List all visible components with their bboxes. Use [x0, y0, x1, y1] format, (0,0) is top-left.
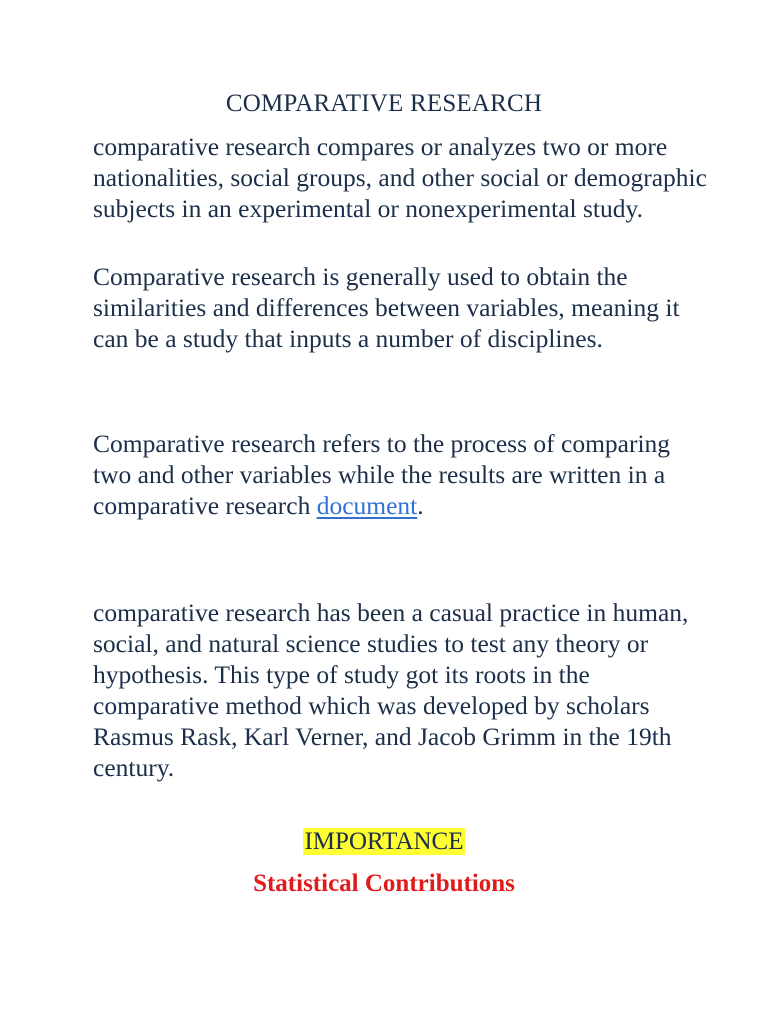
importance-heading: IMPORTANCE	[304, 828, 464, 855]
paragraph-definition: comparative research compares or analyzes two or more nationalities, social groups, and other social or demographic subjects in an experimental or nonexperimental study.	[93, 132, 707, 223]
paragraph-process-text: Comparative research refers to the process of comparing two and other variables while the results are written in a comparative research	[93, 429, 671, 520]
paragraph-process-end: .	[417, 491, 424, 520]
importance-heading-wrap	[0, 826, 768, 857]
paragraph-process	[93, 428, 713, 521]
paragraph-usage: Comparative research is generally used to obtain the similarities and differences between variables, meaning it can be a study that inputs a number of disciplines.	[93, 262, 680, 353]
paragraph-history: comparative research has been a casual practice in human, social, and natural science studies to test any theory or hypothesis. This type of study got its roots in the comparative method which was developed by scholars Rasmus Rask, Karl Verner, and Jacob Grimm in the 19th century.	[93, 598, 689, 782]
document-link[interactable]: document	[316, 491, 418, 520]
statistical-contributions-heading: Statistical Contributions	[253, 870, 515, 897]
document-title: COMPARATIVE RESEARCH	[225, 90, 543, 117]
